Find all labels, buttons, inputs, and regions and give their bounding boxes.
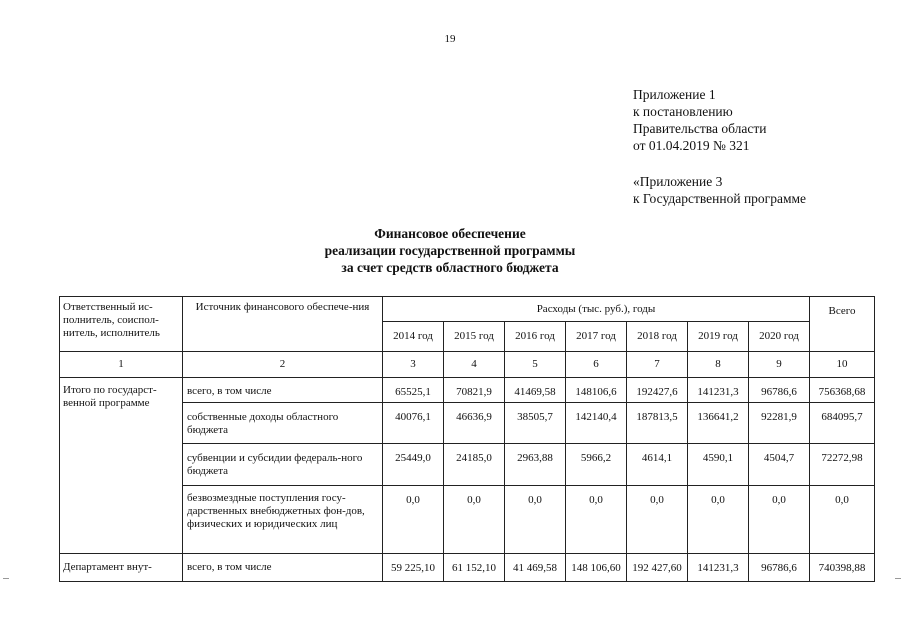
appendix-3-block [633,173,806,207]
page-number: 19 [444,33,456,45]
header-year: 2014 год [383,322,444,352]
value-cell: 2963,88 [505,444,566,486]
value-cell: 0,0 [688,486,749,554]
title-line: Финансовое обеспечение [374,226,526,241]
value-cell: 46636,9 [444,403,505,444]
value-cell: 187813,5 [627,403,688,444]
appendix-1-line: от 01.04.2019 № 321 [633,138,750,153]
value-cell: 148 106,60 [566,554,627,582]
total-cell: 756368,68 [810,378,875,403]
source-cell: субвенции и субсидии федераль-ного бюджета [183,444,383,486]
value-cell: 38505,7 [505,403,566,444]
header-executor: Ответственный ис-полнитель, соиспол-нитель, исполнитель [60,297,183,352]
value-cell: 0,0 [444,486,505,554]
column-number: 10 [810,352,875,378]
header-year: 2017 год [566,322,627,352]
total-cell: 684095,7 [810,403,875,444]
source-cell: всего, в том числе [183,378,383,403]
appendix-1-block [633,86,766,154]
value-cell: 0,0 [505,486,566,554]
column-number: 4 [444,352,505,378]
value-cell: 25449,0 [383,444,444,486]
value-cell: 4614,1 [627,444,688,486]
appendix-1-line: Правительства области [633,121,767,136]
column-number: 9 [749,352,810,378]
executor-cell: Итого по государст-венной программе [60,378,183,554]
value-cell: 41469,58 [505,378,566,403]
executor-cell: Департамент внут- [60,554,183,582]
column-number: 2 [183,352,383,378]
value-cell: 192 427,60 [627,554,688,582]
value-cell: 0,0 [566,486,627,554]
value-cell: 61 152,10 [444,554,505,582]
appendix-1-line: к постановлению [633,104,733,119]
value-cell: 141231,3 [688,554,749,582]
appendix-1-line: Приложение 1 [633,87,716,102]
header-source: Источник финансового обеспече-ния [183,297,383,352]
header-total: Всего [810,297,875,352]
value-cell: 59 225,10 [383,554,444,582]
appendix-3-line: «Приложение 3 [633,174,723,189]
source-cell: безвозмездные поступления госу-дарственных внебюджетных фон-дов, физических и юридических лиц [183,486,383,554]
source-cell: всего, в том числе [183,554,383,582]
value-cell: 65525,1 [383,378,444,403]
value-cell: 40076,1 [383,403,444,444]
value-cell: 136641,2 [688,403,749,444]
total-cell: 72272,98 [810,444,875,486]
appendix-3-line: к Государственной программе [633,191,807,206]
scan-mark-left [3,578,9,579]
value-cell: 4590,1 [688,444,749,486]
value-cell: 5966,2 [566,444,627,486]
value-cell: 148106,6 [566,378,627,403]
value-cell: 92281,9 [749,403,810,444]
value-cell: 142140,4 [566,403,627,444]
value-cell: 24185,0 [444,444,505,486]
value-cell: 0,0 [749,486,810,554]
header-year: 2019 год [688,322,749,352]
value-cell: 96786,6 [749,554,810,582]
column-number: 7 [627,352,688,378]
total-cell: 740398,88 [810,554,875,582]
header-year: 2015 год [444,322,505,352]
value-cell: 41 469,58 [505,554,566,582]
title-line: реализации государственной программы [324,243,576,258]
scan-mark-right [895,578,901,579]
value-cell: 141231,3 [688,378,749,403]
total-cell: 0,0 [810,486,875,554]
header-year: 2018 год [627,322,688,352]
column-number: 1 [60,352,183,378]
column-number: 5 [505,352,566,378]
value-cell: 0,0 [627,486,688,554]
source-cell: собственные доходы областного бюджета [183,403,383,444]
header-expenses: Расходы (тыс. руб.), годы [383,297,810,322]
value-cell: 192427,6 [627,378,688,403]
value-cell: 4504,7 [749,444,810,486]
value-cell: 0,0 [383,486,444,554]
header-year: 2016 год [505,322,566,352]
column-number: 3 [383,352,444,378]
value-cell: 70821,9 [444,378,505,403]
title-line: за счет средств областного бюджета [341,260,559,275]
financing-table [59,296,875,582]
document-title [230,225,670,276]
column-number: 6 [566,352,627,378]
column-number: 8 [688,352,749,378]
header-year: 2020 год [749,322,810,352]
value-cell: 96786,6 [749,378,810,403]
